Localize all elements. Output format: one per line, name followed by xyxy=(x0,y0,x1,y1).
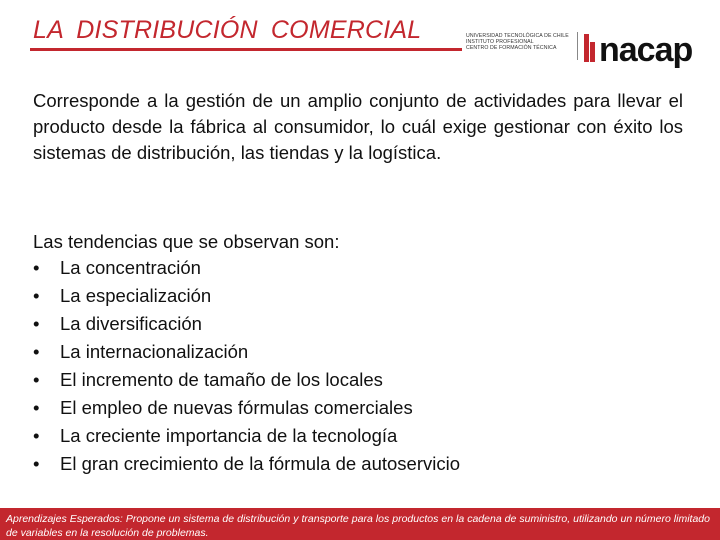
title-underline xyxy=(30,48,462,51)
institution-line-1: UNIVERSIDAD TECNOLÓGICA DE CHILE xyxy=(466,33,569,39)
body-paragraph: Corresponde a la gestión de un amplio conjunto de actividades para llevar el producto desde la fábrica al consumidor, lo cuál exige gestionar con éxito los sistemas de distribución, las tiendas y la logística. xyxy=(33,90,683,163)
brand-mark-icon xyxy=(584,34,598,62)
brand-name: nacap xyxy=(599,31,693,69)
bullet-icon: • xyxy=(33,453,40,474)
logo-separator xyxy=(577,32,578,60)
list-item: • La internacionalización xyxy=(33,338,460,366)
bullet-icon: • xyxy=(33,285,40,306)
inacap-logo xyxy=(466,30,698,72)
bullet-icon: • xyxy=(33,425,40,446)
bullet-icon: • xyxy=(33,341,40,362)
list-item: • La concentración xyxy=(33,254,460,282)
slide-title: LA DISTRIBUCIÓN COMERCIAL xyxy=(33,16,422,44)
list-item: • El empleo de nuevas fórmulas comerciales xyxy=(33,394,460,422)
list-item: • El gran crecimiento de la fórmula de autoservicio xyxy=(33,450,460,478)
bullet-icon: • xyxy=(33,257,40,278)
bullet-icon: • xyxy=(33,397,40,418)
list-item: • La diversificación xyxy=(33,310,460,338)
tendencies-list xyxy=(33,254,460,478)
list-item: • La creciente importancia de la tecnología xyxy=(33,422,460,450)
bullet-icon: • xyxy=(33,313,40,334)
institution-lines xyxy=(466,33,576,51)
learning-outcomes-text: Aprendizajes Esperados: Propone un sistema de distribución y transporte para los productos en la cadena de suministro, utilizando un número limitado de variables en la resolución de problemas. xyxy=(6,513,710,539)
institution-line-3: CENTRO DE FORMACIÓN TÉCNICA xyxy=(466,45,557,51)
list-item: • La especialización xyxy=(33,282,460,310)
bullet-icon: • xyxy=(33,369,40,390)
institution-line-2: INSTITUTO PROFESIONAL xyxy=(466,39,534,45)
list-item: • El incremento de tamaño de los locales xyxy=(33,366,460,394)
footer-bar xyxy=(0,508,720,540)
tendencies-intro: Las tendencias que se observan son: xyxy=(33,231,340,252)
